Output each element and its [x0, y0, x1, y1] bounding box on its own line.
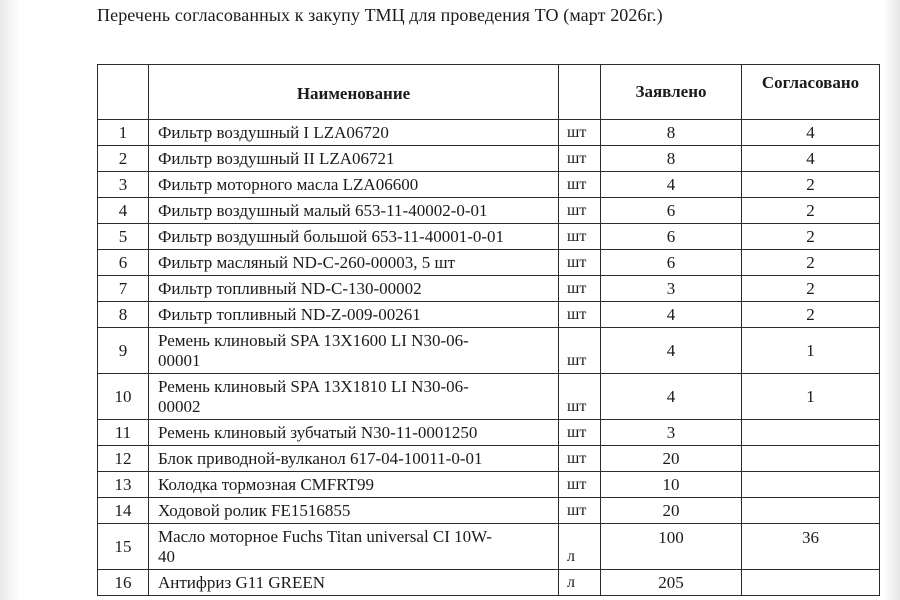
row-number: 12 — [98, 446, 149, 472]
row-number: 4 — [98, 198, 149, 224]
row-declared: 8 — [601, 120, 742, 146]
header-number — [98, 65, 149, 120]
row-unit: л — [559, 524, 601, 570]
row-name: Ремень клиновый зубчатый N30-11-0001250 — [149, 420, 559, 446]
table-row — [98, 498, 880, 524]
row-number: 7 — [98, 276, 149, 302]
row-unit: шт — [559, 172, 601, 198]
page-edge-shadow — [0, 0, 20, 600]
row-approved: 1 — [742, 374, 880, 420]
row-declared: 6 — [601, 224, 742, 250]
row-name: Фильтр топливный ND-C-130-00002 — [149, 276, 559, 302]
row-approved — [742, 498, 880, 524]
row-name: Колодка тормозная CMFRT99 — [149, 472, 559, 498]
row-name — [149, 328, 559, 374]
row-unit: шт — [559, 146, 601, 172]
row-unit: шт — [559, 498, 601, 524]
header-unit — [559, 65, 601, 120]
row-number: 2 — [98, 146, 149, 172]
row-number: 16 — [98, 570, 149, 596]
table-row — [98, 446, 880, 472]
header-declared: Заявлено — [601, 65, 742, 120]
table-header-row — [98, 65, 880, 120]
row-name: Фильтр воздушный II LZA06721 — [149, 146, 559, 172]
row-unit: шт — [559, 328, 601, 374]
row-name — [149, 524, 559, 570]
table-row — [98, 146, 880, 172]
row-approved: 4 — [742, 120, 880, 146]
row-declared: 6 — [601, 198, 742, 224]
table-row — [98, 250, 880, 276]
table-row — [98, 172, 880, 198]
row-declared: 6 — [601, 250, 742, 276]
table-row — [98, 276, 880, 302]
row-unit: л — [559, 570, 601, 596]
row-name: Ходовой ролик FE1516855 — [149, 498, 559, 524]
row-approved: 2 — [742, 198, 880, 224]
row-unit: шт — [559, 198, 601, 224]
row-name: Фильтр моторного масла LZA06600 — [149, 172, 559, 198]
row-number: 5 — [98, 224, 149, 250]
row-declared: 4 — [601, 328, 742, 374]
row-declared: 4 — [601, 302, 742, 328]
row-number: 11 — [98, 420, 149, 446]
row-name: Фильтр воздушный I LZA06720 — [149, 120, 559, 146]
row-declared: 4 — [601, 374, 742, 420]
row-name — [149, 374, 559, 420]
row-number: 6 — [98, 250, 149, 276]
row-declared: 4 — [601, 172, 742, 198]
row-approved: 2 — [742, 172, 880, 198]
header-approved: Согласовано — [742, 65, 880, 120]
row-approved: 2 — [742, 302, 880, 328]
row-approved: 1 — [742, 328, 880, 374]
table-row — [98, 472, 880, 498]
row-number: 10 — [98, 374, 149, 420]
table-row — [98, 120, 880, 146]
row-name: Антифриз G11 GREEN — [149, 570, 559, 596]
table-row — [98, 302, 880, 328]
row-approved: 2 — [742, 224, 880, 250]
row-approved: 2 — [742, 276, 880, 302]
row-number: 3 — [98, 172, 149, 198]
row-approved: 4 — [742, 146, 880, 172]
row-approved — [742, 472, 880, 498]
row-declared: 8 — [601, 146, 742, 172]
table-row — [98, 570, 880, 596]
row-unit: шт — [559, 302, 601, 328]
row-name-line-1: Ремень клиновый SPA 13X1810 LI N30-06- — [158, 376, 469, 396]
table-row — [98, 374, 880, 420]
row-number: 15 — [98, 524, 149, 570]
row-approved: 2 — [742, 250, 880, 276]
row-name: Фильтр воздушный большой 653-11-40001-0-01 — [149, 224, 559, 250]
document-title: Перечень согласованных к закупу ТМЦ для проведения ТО (март 2026г.) — [97, 5, 663, 25]
row-name-line-2: 00001 — [158, 350, 201, 370]
row-declared: 3 — [601, 276, 742, 302]
row-number: 14 — [98, 498, 149, 524]
row-declared: 100 — [601, 524, 742, 570]
row-name-line-1: Ремень клиновый SPA 13X1600 LI N30-06- — [158, 330, 469, 350]
row-unit: шт — [559, 472, 601, 498]
row-name-line-2: 00002 — [158, 396, 201, 416]
row-declared: 205 — [601, 570, 742, 596]
row-approved — [742, 446, 880, 472]
row-name-line-1: Масло моторное Fuchs Titan universal CI 10W- — [158, 526, 492, 546]
row-number: 1 — [98, 120, 149, 146]
table-row — [98, 224, 880, 250]
row-approved — [742, 570, 880, 596]
table-row — [98, 420, 880, 446]
table-row — [98, 198, 880, 224]
row-unit: шт — [559, 224, 601, 250]
row-unit: шт — [559, 420, 601, 446]
header-name: Наименование — [149, 65, 559, 120]
row-unit: шт — [559, 250, 601, 276]
row-declared: 20 — [601, 446, 742, 472]
row-number: 8 — [98, 302, 149, 328]
row-declared: 20 — [601, 498, 742, 524]
row-name: Фильтр масляный ND-C-260-00003, 5 шт — [149, 250, 559, 276]
row-declared: 3 — [601, 420, 742, 446]
table-row — [98, 524, 880, 570]
row-number: 13 — [98, 472, 149, 498]
materials-table — [97, 64, 880, 596]
row-unit: шт — [559, 446, 601, 472]
row-name: Фильтр воздушный малый 653-11-40002-0-01 — [149, 198, 559, 224]
table-row — [98, 328, 880, 374]
row-name-line-2: 40 — [158, 546, 175, 566]
row-unit: шт — [559, 120, 601, 146]
row-unit: шт — [559, 374, 601, 420]
row-name: Блок приводной-вулканол 617-04-10011-0-01 — [149, 446, 559, 472]
row-number: 9 — [98, 328, 149, 374]
row-approved — [742, 420, 880, 446]
row-approved: 36 — [742, 524, 880, 570]
row-declared: 10 — [601, 472, 742, 498]
row-name: Фильтр топливный ND-Z-009-00261 — [149, 302, 559, 328]
row-unit: шт — [559, 276, 601, 302]
